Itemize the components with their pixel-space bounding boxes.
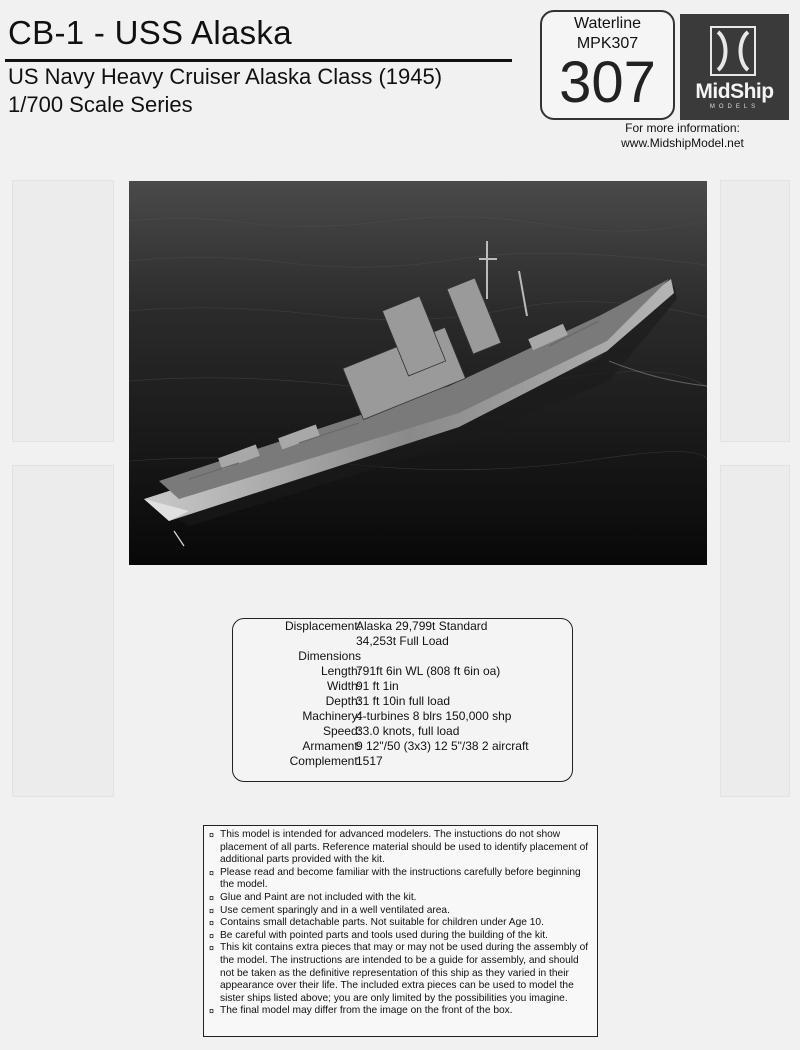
- note-text: This kit contains extra pieces that may or may not be used during the assembly of the model. The instructions are intended to be a guide for assembly, and should not be taken as the definitive representation of this ship as they varied in their appearance over their life. The included extra pieces can be used to model the sister ships listed above; you are only limited by the possibilities you imagine.: [220, 942, 589, 1004]
- bullet-icon: ¤: [209, 892, 215, 903]
- bullet-icon: ¤: [209, 830, 215, 840]
- note-text: Contains small detachable parts. Not suitable for children under Age 10.: [220, 917, 544, 929]
- bullet-icon: ¤: [209, 943, 215, 954]
- background-panel: [720, 465, 790, 797]
- spec-value: 9 12"/50 (3x3) 12 5"/38 2 aircraft: [356, 739, 529, 753]
- note-item: [209, 942, 591, 1005]
- badge-code: MPK307: [576, 35, 639, 52]
- spec-value: 31 ft 10in full load: [356, 694, 451, 708]
- midship-logo: [680, 14, 789, 120]
- ship-photo: [129, 181, 707, 565]
- note-item: [209, 892, 591, 905]
- badge-type: Waterline: [574, 15, 641, 32]
- spec-label: Depth:: [325, 694, 361, 708]
- note-text: Please read and become familiar with the instructions carefully before beginning the model.: [220, 866, 581, 891]
- spec-label: Displacement:: [284, 619, 361, 633]
- spec-label: Speed:: [322, 724, 361, 738]
- website-link[interactable]: www.MidshipModel.net: [621, 136, 744, 150]
- spec-label: Width:: [326, 679, 361, 693]
- spec-label: Machinery:: [302, 709, 361, 723]
- page-subtitle: US Navy Heavy Cruiser Alaska Class (1945): [8, 64, 443, 89]
- note-item: [209, 1005, 591, 1018]
- specifications-box: [232, 618, 573, 782]
- note-item: [209, 905, 591, 918]
- bullet-icon: ¤: [209, 867, 215, 878]
- spec-value: 1517: [356, 754, 383, 768]
- note-text: This model is intended for advanced modelers. The instuctions do not show placement of all parts. Reference material should be used to identify placement of additional parts provided with the kit.: [220, 829, 589, 866]
- spec-value: 91 ft 1in: [356, 679, 399, 693]
- spec-label: Armament:: [302, 739, 361, 753]
- spec-label: Dimensions: [298, 649, 361, 663]
- badge-number: 307: [559, 50, 656, 115]
- background-panel: [12, 465, 114, 797]
- bullet-icon: ¤: [209, 905, 215, 916]
- note-text: Use cement sparingly and in a well ventilated area.: [220, 904, 450, 916]
- spec-label: Length:: [320, 664, 361, 678]
- page-title: CB-1 - USS Alaska: [8, 14, 292, 51]
- logo-subtext: MODELS: [709, 104, 760, 110]
- more-info: [600, 121, 765, 151]
- spec-value: 4-turbines 8 blrs 150,000 shp: [356, 709, 512, 723]
- bullet-icon: ¤: [209, 918, 215, 929]
- note-text: The final model may differ from the image on the front of the box.: [220, 1005, 513, 1017]
- kit-number-badge: [540, 10, 675, 120]
- logo-brand: MidShip: [695, 80, 774, 103]
- background-panel: [720, 180, 790, 442]
- note-item: [209, 917, 591, 930]
- more-info-label: For more information:: [625, 121, 740, 135]
- background-panel: [12, 180, 114, 442]
- scale-series: 1/700 Scale Series: [8, 92, 193, 117]
- note-item: [209, 867, 591, 892]
- spec-value: 34,253t Full Load: [356, 634, 449, 648]
- logo-mark-icon: [710, 26, 756, 76]
- note-item: [209, 829, 591, 867]
- bullet-icon: ¤: [209, 930, 215, 941]
- title-divider: [5, 59, 512, 62]
- note-item: [209, 930, 591, 943]
- spec-value: 33.0 knots, full load: [356, 724, 460, 738]
- spec-label: Complement:: [289, 754, 361, 768]
- note-text: Be careful with pointed parts and tools used during the building of the kit.: [220, 929, 548, 941]
- bullet-icon: ¤: [209, 1006, 215, 1017]
- spec-value: 791ft 6in WL (808 ft 6in oa): [356, 664, 501, 678]
- notes-box: [203, 825, 598, 1037]
- note-text: Glue and Paint are not included with the kit.: [220, 891, 417, 903]
- spec-value: Alaska 29,799t Standard: [356, 619, 488, 633]
